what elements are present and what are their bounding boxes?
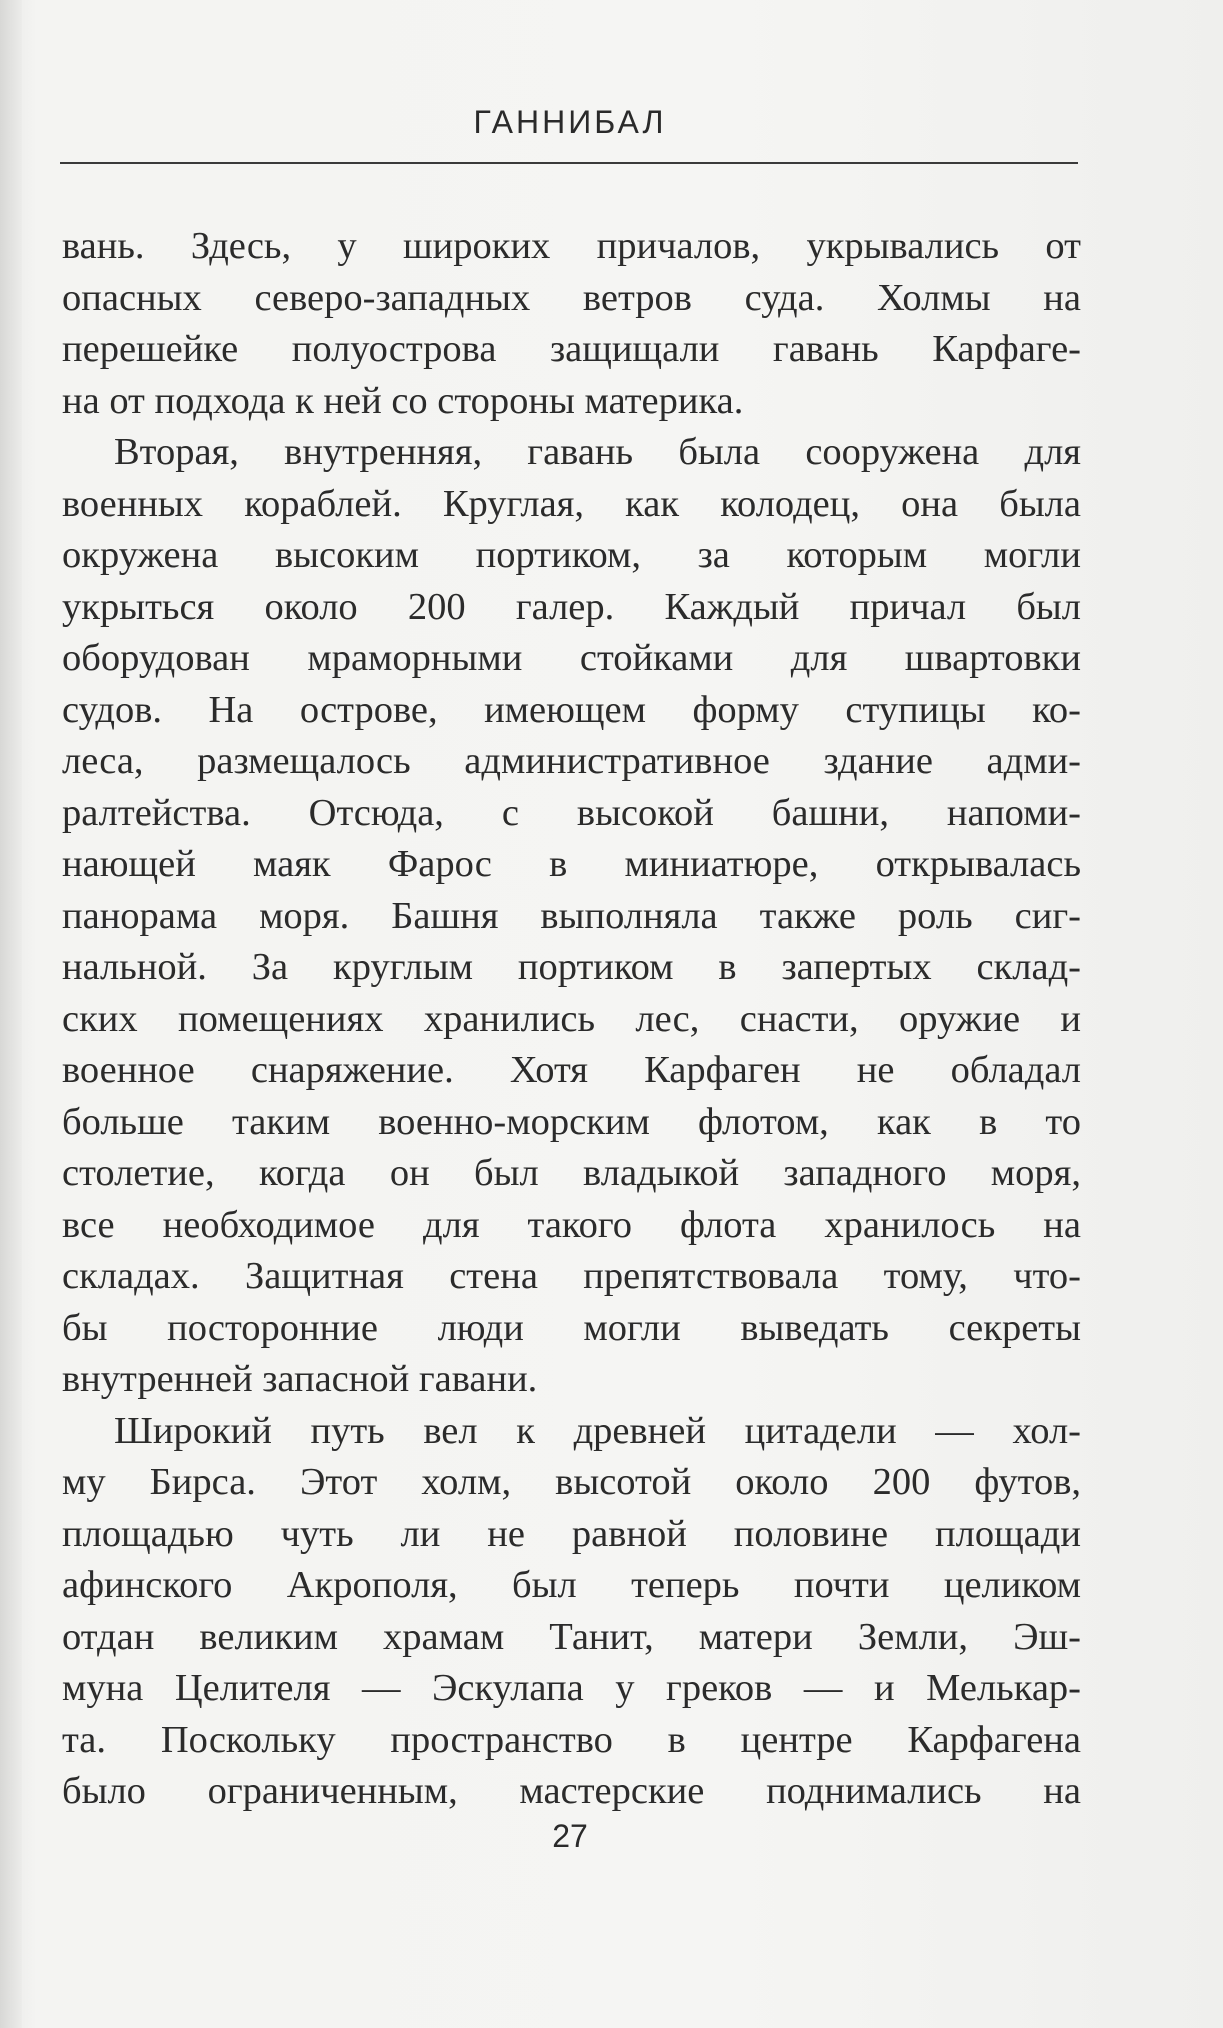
- text-line: отдан великим храмам Танит, матери Земли, Эш-: [62, 1615, 1081, 1658]
- text-line: нальной. За круглым портиком в запертых склад-: [62, 946, 1081, 988]
- text-line: перешейке полуострова защищали гавань Карфаге-: [62, 328, 1081, 370]
- text-line: афинского Акрополя, был теперь почти целиком: [62, 1564, 1081, 1606]
- text-line: окружена высоким портиком, за которым могли: [62, 534, 1081, 576]
- text-line: оборудован мраморными стойками для швартовки: [62, 637, 1081, 679]
- text-line: муна Целителя — Эскулапа у греков — и Мелькар-: [62, 1667, 1081, 1709]
- text-line: нающей маяк Фарос в миниатюре, открывалась: [62, 843, 1081, 885]
- text-line: было ограниченным, мастерские поднимались на: [62, 1770, 1081, 1812]
- text-line: укрыться около 200 галер. Каждый причал был: [62, 585, 1081, 628]
- text-line: ских помещениях хранились лес, снасти, оружие и: [62, 997, 1081, 1040]
- text-line: леса, размещалось административное здание адми-: [62, 740, 1081, 782]
- text-line: судов. На острове, имеющем форму ступицы ко-: [62, 688, 1081, 731]
- text-line: военных кораблей. Круглая, как колодец, она была: [62, 482, 1081, 525]
- text-line: панорама моря. Башня выполняла также роль сиг-: [62, 894, 1081, 937]
- text-line: та. Поскольку пространство в центре Карфагена: [62, 1718, 1081, 1761]
- text-line: военное снаряжение. Хотя Карфаген не обладал: [62, 1049, 1081, 1091]
- running-head-title: ГАННИБАЛ: [473, 104, 667, 140]
- text-line: Широкий путь вел к древней цитадели — хол-: [114, 1409, 1081, 1452]
- header-rule: [60, 162, 1078, 164]
- text-line: столетие, когда он был владыкой западного моря,: [62, 1152, 1081, 1194]
- text-line: Вторая, внутренняя, гавань была сооружена для: [114, 431, 1081, 473]
- text-line: складах. Защитная стена препятствовала тому, что-: [62, 1255, 1081, 1297]
- page-number: 27: [552, 1818, 588, 1854]
- text-line: вань. Здесь, у широких причалов, укрывались от: [62, 225, 1081, 267]
- text-line: больше таким военно-морским флотом, как в то: [62, 1100, 1081, 1143]
- body-text: [62, 221, 1081, 1818]
- page-gutter-shadow: [0, 0, 22, 2028]
- text-line: внутренней запасной гавани.: [62, 1358, 538, 1400]
- text-line: на от подхода к ней со стороны материка.: [62, 379, 744, 422]
- text-line: ралтейства. Отсюда, с высокой башни, напоми-: [62, 791, 1081, 834]
- text-line: бы посторонние люди могли выведать секреты: [62, 1306, 1081, 1349]
- text-line: все необходимое для такого флота хранилось на: [62, 1203, 1081, 1246]
- text-line: му Бирса. Этот холм, высотой около 200 футов,: [62, 1461, 1081, 1503]
- text-line: опасных северо-западных ветров суда. Холмы на: [62, 276, 1081, 319]
- text-line: площадью чуть ли не равной половине площади: [62, 1512, 1081, 1555]
